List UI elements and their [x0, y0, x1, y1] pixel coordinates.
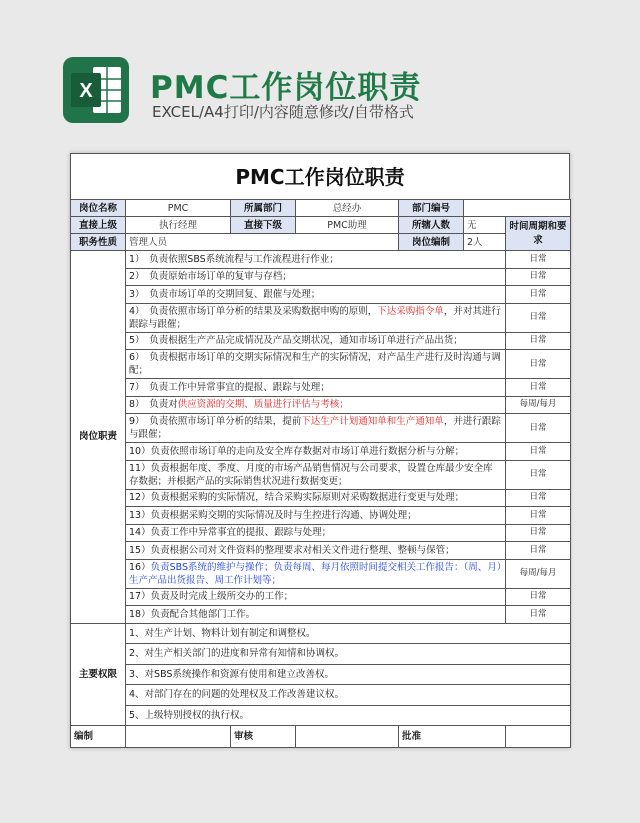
duty-text-segment: 下达生产计划通知单和生产通知单: [301, 416, 444, 427]
approve-label: 批准: [399, 726, 506, 748]
duty-row: [71, 396, 571, 414]
duty-frequency[interactable]: 日常: [506, 524, 571, 542]
document-sheet: [70, 153, 570, 748]
cell-label: 部门编号: [399, 200, 464, 217]
duty-text[interactable]: [126, 524, 506, 542]
review-label: 审核: [231, 726, 296, 748]
duty-text-segment: 13）负责根据采购交期的实际情况及时与生控进行沟通、协调处理；: [129, 509, 417, 521]
duty-row: [71, 379, 571, 397]
excel-icon: [63, 57, 129, 123]
duty-row: [71, 524, 571, 542]
duty-row: [71, 588, 571, 606]
logo-letter: X: [79, 80, 93, 102]
duty-row: [71, 303, 571, 332]
duty-text[interactable]: [126, 332, 506, 350]
duty-text[interactable]: [126, 379, 506, 397]
cell-value[interactable]: 2人: [464, 234, 506, 251]
prepared-by-value[interactable]: [126, 726, 231, 748]
cell-label: 直接上级: [71, 217, 126, 234]
duty-frequency[interactable]: 每周/每月: [506, 396, 571, 414]
duty-text-segment: 1） 负责依照SBS系统流程与工作流程进行作业；: [129, 253, 339, 265]
duty-frequency[interactable]: 日常: [506, 489, 571, 507]
duty-text[interactable]: [126, 414, 506, 443]
duty-text-segment: 15）负责根据公司对文件资料的整理要求对相关文件进行整理、整顿与保管；: [129, 544, 455, 556]
info-row-2: [71, 217, 571, 234]
cell-label: 岗位名称: [71, 200, 126, 217]
duty-frequency[interactable]: 日常: [506, 542, 571, 560]
duty-text-segment: 18）负责配合其他部门工作。: [129, 608, 256, 620]
authority-text[interactable]: 1、对生产计划、物料计划有制定和调整权。: [126, 623, 571, 644]
cell-label: 岗位编制: [399, 234, 464, 251]
duty-text[interactable]: [126, 559, 506, 588]
duty-row: [71, 606, 571, 624]
duty-row: [71, 268, 571, 286]
duty-row: [71, 489, 571, 507]
duty-text[interactable]: [126, 396, 506, 414]
duty-text[interactable]: [126, 286, 506, 304]
duty-text[interactable]: [126, 443, 506, 461]
cell-label: 所辖人数: [399, 217, 464, 234]
duty-text[interactable]: [126, 507, 506, 525]
duty-text-segment: 12）负责根据采购的实际情况，结合采购实际原则对采购数据进行变更与处理；: [129, 492, 465, 504]
duty-row: [71, 350, 571, 379]
cell-label: 职务性质: [71, 234, 126, 251]
duty-text-segment: 供应资源的交期、质量进行评估与考核；: [177, 399, 349, 411]
authority-row: [71, 664, 571, 685]
authority-text[interactable]: 4、对部门存在的问题的处理权及工作改善建议权。: [126, 685, 571, 706]
authority-row: [71, 705, 571, 726]
prepared-by-label: 编制: [71, 726, 126, 748]
duty-text[interactable]: [126, 460, 506, 489]
duty-frequency[interactable]: 日常: [506, 268, 571, 286]
duty-frequency[interactable]: 日常: [506, 588, 571, 606]
duty-text-segment: 11）负责根据年度、季度、月度的市场产品销售情况与公司要求，设置仓库最少安全库存数据；并根据产品的实际销售状况进行数据变更；: [129, 462, 493, 487]
duties-label: 岗位职责: [71, 251, 126, 624]
duty-frequency[interactable]: 日常: [506, 286, 571, 304]
cell-value[interactable]: 总经办: [296, 200, 399, 217]
duty-text-segment: 5） 负责根据生产产品完成情况及产品交期状况，通知市场订单进行产品出货；: [129, 335, 463, 347]
duty-table: [70, 199, 571, 748]
cell-value[interactable]: 无: [464, 217, 506, 234]
duty-frequency[interactable]: 每周/每月: [506, 559, 571, 588]
duty-frequency[interactable]: 日常: [506, 460, 571, 489]
duty-text[interactable]: [126, 350, 506, 379]
authority-text[interactable]: 2、对生产相关部门的进度和异常有知情和协调权。: [126, 644, 571, 665]
cell-value[interactable]: 执行经理: [126, 217, 231, 234]
duty-frequency[interactable]: 日常: [506, 251, 571, 269]
duty-text-segment: 17）负责及时完成上级所交办的工作；: [129, 591, 294, 603]
duty-row: [71, 542, 571, 560]
duty-text[interactable]: [126, 251, 506, 269]
duty-frequency[interactable]: 日常: [506, 507, 571, 525]
cell-value[interactable]: [464, 200, 571, 217]
promo-header: [0, 0, 640, 150]
duty-text-segment: 3） 负责市场订单的交期回复、跟催与处理；: [129, 288, 321, 300]
authority-text[interactable]: 5、上级特别授权的执行权。: [126, 705, 571, 726]
authority-row: [71, 644, 571, 665]
signature-row: [71, 726, 571, 748]
duty-text-segment: ，并进行跟踪与跟催；: [129, 416, 501, 440]
duty-text-segment: 2） 负责原始市场订单的复审与存档；: [129, 271, 292, 283]
duty-text-segment: 下达采购指令单: [377, 305, 444, 317]
cell-value[interactable]: 管理人员: [126, 234, 399, 251]
duty-frequency[interactable]: 日常: [506, 350, 571, 379]
duty-frequency[interactable]: 日常: [506, 332, 571, 350]
duty-text[interactable]: [126, 606, 506, 624]
duty-row: [71, 559, 571, 588]
duty-frequency[interactable]: 日常: [506, 303, 571, 332]
duty-text[interactable]: [126, 303, 506, 332]
info-row-1: [71, 200, 571, 217]
duty-frequency[interactable]: 日常: [506, 443, 571, 461]
duty-text-segment: 4） 负责依照市场订单分析的结果及采购数据申购的原则，: [129, 305, 378, 317]
duty-text[interactable]: [126, 588, 506, 606]
duty-text-segment: 7） 负责工作中异常事宜的提报、跟踪与处理；: [129, 381, 330, 393]
duty-row: [71, 460, 571, 489]
cell-value[interactable]: PMC助理: [296, 217, 399, 234]
duty-row: [71, 443, 571, 461]
duty-text[interactable]: [126, 489, 506, 507]
duty-text-segment: 16）: [129, 561, 151, 573]
cell-label: 直接下级: [231, 217, 296, 234]
authority-text[interactable]: 3、对SBS系统操作和资源有使用和建立改善权。: [126, 664, 571, 685]
promo-subtitle: EXCEL/A4打印/内容随意修改/自带格式: [152, 103, 414, 121]
duty-text-segment: ，并对其进行跟踪与跟催；: [129, 305, 501, 330]
duty-text-segment: 8） 负责对: [129, 399, 178, 411]
duty-frequency[interactable]: 日常: [506, 379, 571, 397]
sheet-title: PMC工作岗位职责: [70, 153, 570, 199]
duty-text[interactable]: [126, 268, 506, 286]
duty-text-segment: 负责SBS系统的维护与操作；负责每周、每月依照时间提交相关工作报告：（周、月）生产产品出货报告、周工作计划等；: [129, 561, 502, 586]
authority-row: [71, 685, 571, 706]
duty-row: [71, 507, 571, 525]
duty-text[interactable]: [126, 542, 506, 560]
duty-row: [71, 414, 571, 443]
cell-value[interactable]: PMC: [126, 200, 231, 217]
duty-text-segment: 10）负责依照市场订单的走向及安全库存数据对市场订单进行数据分析与分解；: [129, 445, 465, 457]
duty-row: [71, 332, 571, 350]
duty-frequency[interactable]: 日常: [506, 414, 571, 443]
review-value[interactable]: [296, 726, 399, 748]
info-row-3: [71, 234, 571, 251]
authority-row: [71, 623, 571, 644]
duty-frequency[interactable]: 日常: [506, 606, 571, 624]
approve-value[interactable]: [506, 726, 571, 748]
duty-row: [71, 286, 571, 304]
period-header: 时间周期和要求: [506, 217, 571, 251]
authority-label: 主要权限: [71, 623, 126, 726]
duty-text-segment: 9） 负责依照市场订单分析的结果，提前: [129, 416, 302, 427]
promo-title: PMC工作岗位职责: [150, 70, 422, 106]
duty-text-segment: 6） 负责根据市场订单的交期实际情况和生产的实际情况，对产品生产进行及时沟通与调配；: [129, 352, 501, 376]
duty-text-segment: 14）负责工作中异常事宜的提报、跟踪与处理；: [129, 527, 332, 539]
duty-row: [71, 251, 571, 269]
cell-label: 所属部门: [231, 200, 296, 217]
